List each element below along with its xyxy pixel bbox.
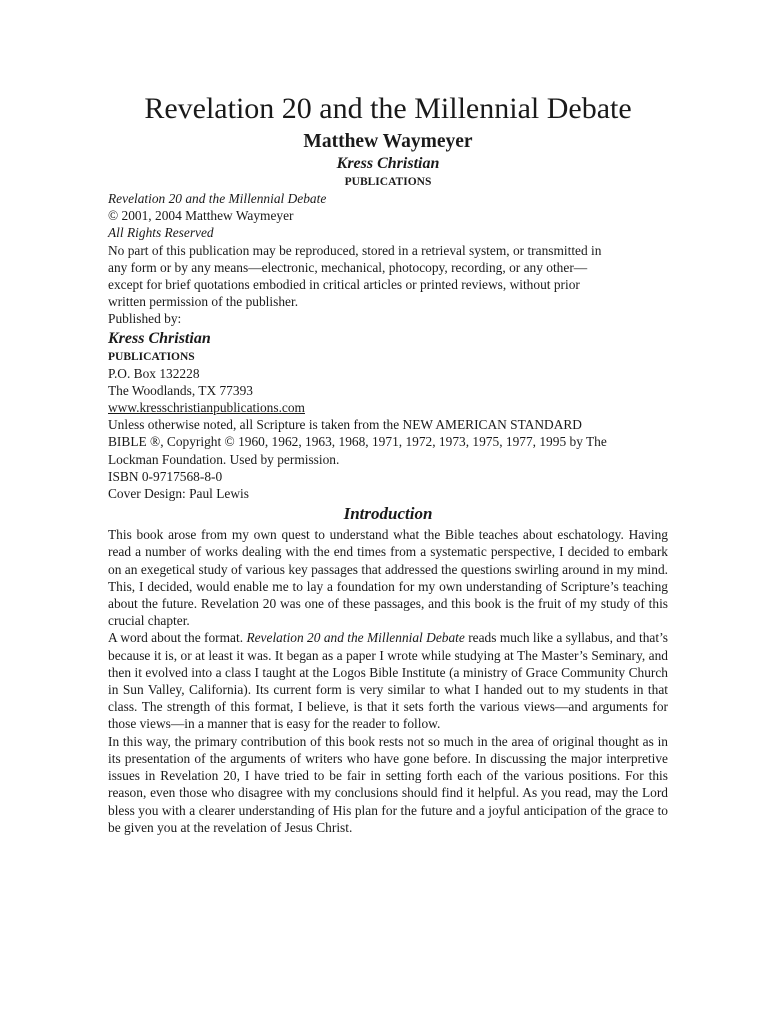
intro-paragraph-1: This book arose from my own quest to understand what the Bible teaches about eschatology. Having read a number of works dealing with the end times from a systematic perspective, I decided to embark on an exegetical study of various key passages that addressed the questions swirling around in my mind. This, I decided, would enable me to lay a foundation for my own understanding of Scripture’s teaching about the future. Revelation 20 was one of these passages, and this book is the fruit of my study of this crucial chapter.: [108, 527, 668, 629]
legal-line: except for brief quotations embodied in critical articles or printed reviews, without prior: [108, 277, 580, 293]
publisher-name: Kress Christian: [108, 329, 211, 347]
introduction-heading: Introduction: [343, 504, 433, 524]
publisher-website-link[interactable]: www.kresschristianpublications.com: [108, 400, 305, 416]
rights-reserved: All Rights Reserved: [108, 225, 214, 241]
intro-paragraph-2-book-title: Revelation 20 and the Millennial Debate: [246, 630, 465, 646]
publisher-caps-header: PUBLICATIONS: [344, 176, 432, 188]
address-line: P.O. Box 132228: [108, 365, 200, 381]
copyright-notice: © 2001, 2004 Matthew Waymeyer: [108, 208, 294, 224]
publisher-name-header: Kress Christian: [336, 155, 440, 172]
scripture-line: BIBLE ®, Copyright © 1960, 1962, 1963, 1968, 1971, 1972, 1973, 1975, 1977, 1995 by The: [108, 434, 607, 450]
author-name: Matthew Waymeyer: [303, 131, 473, 152]
introduction-section: [108, 502, 668, 836]
copyright-book-title: Revelation 20 and the Millennial Debate: [108, 191, 327, 206]
publisher-caps: PUBLICATIONS: [108, 350, 195, 363]
copyright-block: [108, 190, 668, 502]
legal-line: No part of this publication may be reproduced, stored in a retrieval system, or transmitted in: [108, 242, 602, 258]
intro-paragraph-2-prefix: A word about the format.: [108, 630, 247, 646]
intro-paragraph-2-rest: reads much like a syllabus, and that’s because it is, or at least it was. It began as a paper I wrote while studying at The Master’s Seminary, and then it evolved into a class I taught at the Logos Bible Institute (a ministry of Grace Community Church in Sun Valley, California). Its current form is very similar to what I handed out to my students in that class. The strength of this format, I believe, is that it sets forth the various views—and arguments for those views—in a manner that is easy for the reader to follow.: [108, 630, 668, 732]
intro-paragraph-2: [108, 629, 668, 732]
scripture-line: Unless otherwise noted, all Scripture is taken from the NEW AMERICAN STANDARD: [108, 417, 582, 433]
address-line: The Woodlands, TX 77393: [108, 382, 253, 398]
book-title: Revelation 20 and the Millennial Debate: [144, 92, 632, 125]
legal-line: any form or by any means—electronic, mechanical, photocopy, recording, or any other—: [108, 259, 588, 275]
published-by-label: Published by:: [108, 311, 182, 327]
cover-design-credit: Cover Design: Paul Lewis: [108, 486, 249, 502]
document-page: [108, 88, 668, 836]
intro-paragraph-3: In this way, the primary contribution of this book rests not so much in the area of original thought as in its presentation of the arguments of writers who have gone before. In discussing the major interpretive issues in Revelation 20, I have tried to be fair in setting forth each of the various positions. For this reason, even those who disagree with my conclusions should find it helpful. As you read, may the Lord bless you with a clearer understanding of His plan for the future and a joyful anticipation of the grace to be given you at the revelation of Jesus Christ.: [108, 733, 668, 835]
isbn: ISBN 0-9717568-8-0: [108, 468, 223, 484]
legal-line: written permission of the publisher.: [108, 294, 299, 310]
scripture-line: Lockman Foundation. Used by permission.: [108, 451, 340, 467]
